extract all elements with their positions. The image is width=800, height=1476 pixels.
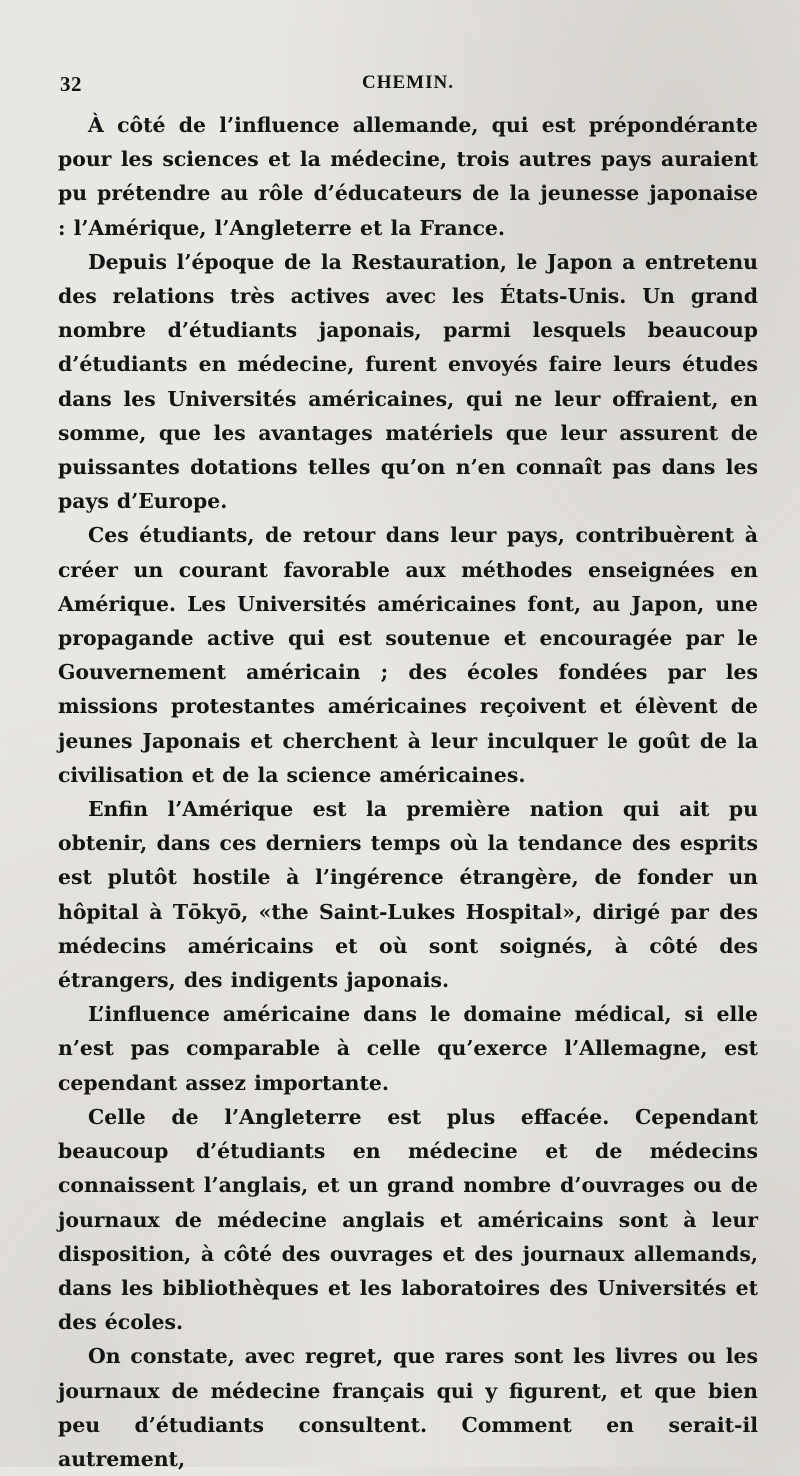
- paragraph-2: Depuis l’époque de la Restauration, le Japon a entretenu des relations très actives avec les États-Unis. Un grand nombre d’étudiants japonais, parmi lesquels beaucoup d’étudiants en médecine, furent envoyés faire leurs études dans les Universités américaines, qui ne leur offraient, en somme, que les avantages matériels que leur assurent de puissantes dotations telles qu’on n’en connaît pas dans les pays d’Europe.: [58, 249, 758, 514]
- paragraph-6: Celle de l’Angleterre est plus effacée. Cependant beaucoup d’étudiants en médecine et de médecins connaissent l’anglais, et un grand nombre d’ouvrages ou de journaux de médecine anglais et américains sont à leur disposition, à côté des ouvrages et des journaux allemands, dans les bibliothèques et les laboratoires des Universités et des écoles.: [58, 1104, 758, 1335]
- paragraph-1: À côté de l’influence allemande, qui est prépondérante pour les sciences et la médecine, trois autres pays auraient pu prétendre au rôle d’éducateurs de la jeunesse japonaise : l’Amérique, l’Angleterre et la France.: [58, 113, 758, 240]
- paragraph-4: Enfin l’Amérique est la première nation qui ait pu obtenir, dans ces derniers temps où la tendance des esprits est plutôt hostile à l’ingérence étrangère, de fonder un hôpital à Tōkyō, «the Saint-Lukes Hospital», dirigé par des médecins américains et où sont soignés, à côté des étrangers, des indigents japonais.: [58, 797, 758, 993]
- paragraph-7: On constate, avec regret, que rares sont les livres ou les journaux de médecine français qui y figurent, et que bien peu d’étudiants consultent. Comment en serait-il autrement,: [58, 1344, 758, 1471]
- paragraph-3: Ces étudiants, de retour dans leur pays, contribuèrent à créer un courant favorable aux méthodes enseignées en Amérique. Les Universités américaines font, au Japon, une propagande active qui est soutenue et encouragée par le Gouvernement américain ; des écoles fondées par les missions protestantes américaines reçoivent et élèvent de jeunes Japonais et cherchent à leur inculquer le goût de la civilisation et de la science américaines.: [58, 523, 758, 787]
- paragraph-5: L’influence américaine dans le domaine médical, si elle n’est pas comparable à celle qu’exerce l’Allemagne, est cependant assez importante.: [58, 1002, 758, 1095]
- page-number: 32: [60, 72, 82, 96]
- running-head: [58, 64, 758, 108]
- book-page: [58, 64, 758, 1471]
- body-text: [58, 108, 758, 1476]
- running-title: CHEMIN.: [362, 72, 454, 93]
